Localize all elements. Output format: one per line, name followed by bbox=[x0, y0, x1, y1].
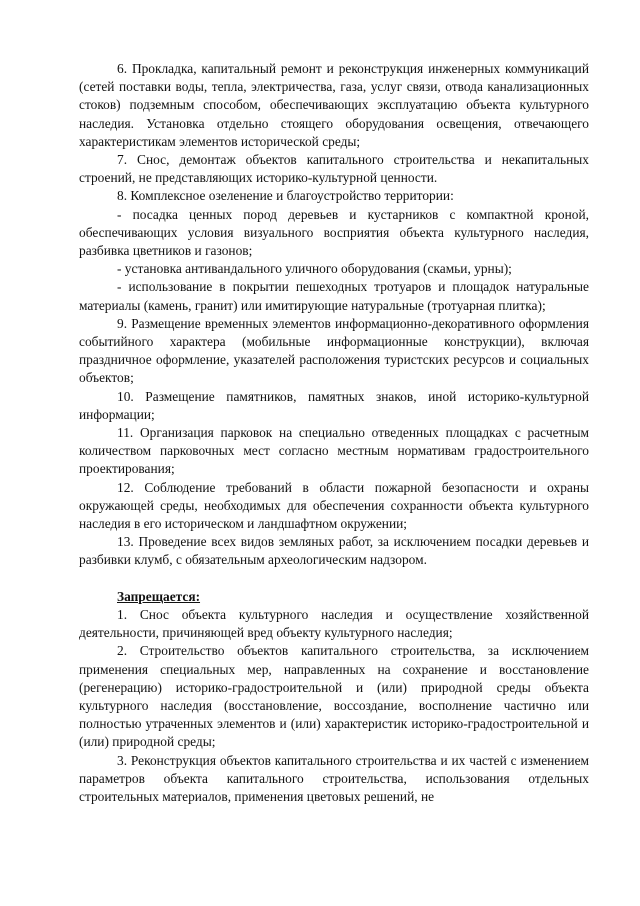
paragraph-7: 7. Снос, демонтаж объектов капитального строительства и некапитальных строений, не представляющих историко-культурной ценности. bbox=[79, 152, 589, 186]
prohibited-item-1: 1. Снос объекта культурного наследия и осуществление хозяйственной деятельности, причиняющей вред объекту культурного наследия; bbox=[79, 606, 589, 641]
document-page bbox=[79, 60, 589, 806]
paragraph-11: 11. Организация парковок на специально отведенных площадках с расчетным количеством парковочных мест согласно местным нормативам градостроительного проектирования; bbox=[79, 425, 589, 477]
paragraph-13: 13. Проведение всех видов земляных работ, за исключением посадки деревьев и разбивки клумб, с обязательным археологическим надзором. bbox=[79, 534, 589, 568]
paragraph-8-item-planting: - посадка ценных пород деревьев и кустарников с компактной кроной, обеспечивающих условия визуального восприятия объекта культурного наследия, разбивка цветников и газонов; bbox=[79, 206, 589, 259]
paragraph-8-item-equipment: - установка антивандального уличного оборудования (скамьи, урны); bbox=[117, 261, 512, 277]
paragraph-8: 8. Комплексное озеленение и благоустройство территории: bbox=[117, 188, 454, 204]
paragraph-6: 6. Прокладка, капитальный ремонт и реконструкция инженерных коммуникаций (сетей поставки воды, тепла, электричества, газа, услуг связи, отвода канализационных стоков) подземным способом, обеспечивающих эксплуатацию объекта культурного наследия. Установка отдельно стоящего оборудования освещения, отвечающего характеристикам элементов исторической среды; bbox=[79, 61, 589, 149]
prohibited-item-3: 3. Реконструкция объектов капитального строительства и их частей с изменением параметров объекта капитального строительства, использования отдельных строительных материалов, применения цветовых решений, не bbox=[79, 752, 589, 804]
paragraph-12: 12. Соблюдение требований в области пожарной безопасности и охраны окружающей среды, необходимых для обеспечения сохранности объекта культурного наследия в его историческом и ландшафтном окружении; bbox=[79, 479, 589, 532]
paragraph-8-item-paving: - использование в покрытии пешеходных тротуаров и площадок натуральные материалы (камень, гранит) или имитирующие натуральные (тротуарная плитка); bbox=[79, 279, 589, 313]
paragraph-10: 10. Размещение памятников, памятных знаков, иной историко-культурной информации; bbox=[79, 388, 589, 422]
paragraph-9: 9. Размещение временных элементов информационно-декоративного оформления событийного характера (мобильные информационные конструкции), включая праздничное оформление, указателей расположения туристских ресурсов и социальных объектов; bbox=[79, 315, 589, 386]
section-spacer bbox=[79, 570, 589, 588]
prohibited-item-2: 2. Строительство объектов капитального строительства, за исключением применения специальных мер, направленных на сохранение и восстановление (регенерацию) историко-градостроительной и (или) природной среды объекта культурного наследия (восстановление, воссоздание, восполнение частично или полностью утраченных элементов и (или) характеристик историко-градостроительной и (или) природной среды; bbox=[79, 643, 589, 750]
prohibited-heading: Запрещается: bbox=[117, 588, 201, 604]
